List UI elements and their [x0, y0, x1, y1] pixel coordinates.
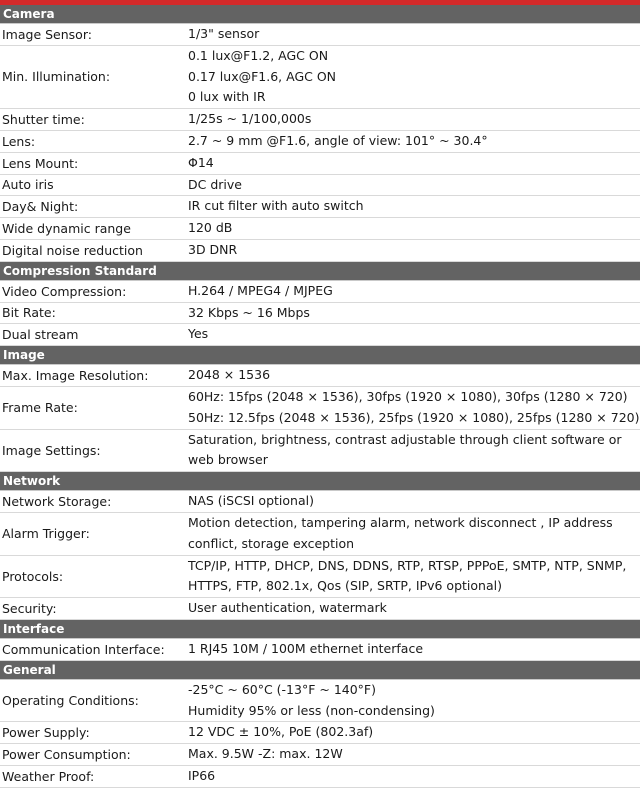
- spec-row: [0, 513, 640, 556]
- spec-value-line: 1/3" sensor: [188, 26, 260, 41]
- spec-value: [188, 240, 640, 261]
- spec-label: Wide dynamic range: [2, 221, 131, 237]
- spec-row: [0, 196, 640, 218]
- spec-value: [188, 365, 640, 386]
- spec-value: [188, 556, 640, 598]
- spec-value: [188, 744, 640, 765]
- spec-label: Frame Rate:: [2, 400, 78, 416]
- spec-value: [188, 218, 640, 239]
- spec-label: Power Consumption:: [2, 747, 131, 762]
- spec-value: [188, 131, 640, 152]
- spec-row: [0, 324, 640, 346]
- spec-value: [188, 153, 640, 174]
- spec-row: [0, 218, 640, 240]
- spec-row: [0, 680, 640, 723]
- spec-value: [188, 639, 640, 660]
- spec-value: [188, 491, 640, 512]
- spec-label: Operating Conditions:: [2, 693, 139, 709]
- section-header: Camera: [0, 5, 640, 24]
- spec-label: Alarm Trigger:: [2, 526, 90, 542]
- spec-row: [0, 24, 640, 46]
- spec-row: [0, 639, 640, 661]
- spec-row: [0, 365, 640, 387]
- spec-value: [188, 196, 640, 217]
- spec-value-line: 32 Kbps ~ 16 Mbps: [188, 304, 310, 320]
- spec-label: Network Storage:: [2, 494, 112, 510]
- spec-label: Weather Proof:: [2, 768, 95, 784]
- spec-value-line: Saturation, brightness, contrast adjustable through client software or: [188, 431, 622, 447]
- spec-label: Image Settings:: [2, 442, 101, 458]
- spec-value-line: Yes: [188, 326, 209, 342]
- spec-label: Day& Night:: [2, 199, 79, 215]
- spec-label: Power Supply:: [2, 725, 90, 741]
- section-header: Compression Standard: [0, 262, 640, 281]
- spec-value-line: NAS (iSCSI optional): [188, 493, 314, 509]
- spec-row: [0, 303, 640, 325]
- spec-value-line: web browser: [188, 452, 268, 468]
- spec-row: [0, 556, 640, 599]
- spec-value: [188, 766, 640, 787]
- spec-value-line: User authentication, watermark: [188, 600, 387, 616]
- spec-value-line: 1/25s ~ 1/100,000s: [188, 111, 312, 127]
- spec-value-line: 0.17 lux@F1.6, AGC ON: [188, 68, 337, 84]
- spec-value: [188, 680, 640, 722]
- spec-row: [0, 491, 640, 513]
- spec-label: Lens:: [2, 133, 36, 149]
- spec-value-line: IP66: [188, 767, 216, 783]
- spec-value: [188, 722, 640, 743]
- spec-row: [0, 240, 640, 262]
- spec-row: [0, 175, 640, 197]
- spec-value: [188, 324, 640, 345]
- spec-row: [0, 744, 640, 766]
- spec-row: [0, 387, 640, 430]
- section-header: Image: [0, 346, 640, 365]
- spec-row: [0, 430, 640, 473]
- spec-label: Protocols:: [2, 568, 64, 584]
- spec-value: [188, 303, 640, 324]
- spec-value: [188, 175, 640, 196]
- spec-row: [0, 281, 640, 303]
- spec-value-line: Φ14: [188, 154, 214, 170]
- spec-value-line: conflict, storage exception: [188, 535, 355, 551]
- spec-label: Lens Mount:: [2, 155, 79, 171]
- spec-row: [0, 109, 640, 131]
- spec-row: [0, 766, 640, 788]
- spec-value-line: H.264 / MPEG4 / MJPEG: [188, 282, 333, 298]
- spec-value-line: 2048 × 1536: [188, 367, 271, 383]
- spec-label: Shutter time:: [2, 112, 85, 128]
- spec-value-line: 1 RJ45 10M / 100M ethernet interface: [188, 640, 424, 656]
- spec-row: [0, 153, 640, 175]
- spec-value-line: Motion detection, tampering alarm, network disconnect , IP address: [188, 514, 613, 530]
- spec-value-line: Max. 9.5W -Z: max. 12W: [188, 746, 343, 762]
- spec-value-line: 60Hz: 15fps (2048 × 1536), 30fps (1920 × 1080), 30fps (1280 × 720): [188, 388, 628, 404]
- spec-value-line: 3D DNR: [188, 241, 238, 257]
- spec-value-line: HTTPS, FTP, 802.1x, Qos (SIP, SRTP, IPv6 optional): [188, 578, 502, 594]
- spec-row: [0, 722, 640, 744]
- spec-row: [0, 598, 640, 620]
- section-header: Interface: [0, 620, 640, 639]
- section-header: General: [0, 661, 640, 680]
- section-header: Network: [0, 472, 640, 491]
- spec-value-line: TCP/IP, HTTP, DHCP, DNS, DDNS, RTP, RTSP, PPPoE, SMTP, NTP, SNMP,: [188, 557, 627, 573]
- spec-label: Communication Interface:: [2, 641, 165, 657]
- spec-value: [188, 513, 640, 555]
- spec-value-line: DC drive: [188, 176, 242, 192]
- spec-value-line: IR cut filter with auto switch: [188, 198, 364, 214]
- spec-label: Digital noise reduction: [2, 242, 143, 258]
- spec-value-line: 0 lux with IR: [188, 89, 266, 105]
- spec-row: [0, 131, 640, 153]
- spec-label: Video Compression:: [2, 283, 127, 299]
- spec-label: Dual stream: [2, 327, 79, 343]
- spec-row: [0, 46, 640, 109]
- spec-label: Bit Rate:: [2, 305, 56, 321]
- spec-value: [188, 430, 640, 472]
- spec-value: [188, 598, 640, 619]
- spec-label: Max. Image Resolution:: [2, 368, 149, 384]
- spec-value-line: 50Hz: 12.5fps (2048 × 1536), 25fps (1920 × 1080), 25fps (1280 × 720): [188, 409, 640, 425]
- spec-value: [188, 387, 640, 429]
- spec-value-line: Humidity 95% or less (non-condensing): [188, 702, 435, 718]
- spec-value: [188, 46, 640, 108]
- spec-value: [188, 109, 640, 130]
- spec-value-line: -25°C ~ 60°C (-13°F ~ 140°F): [188, 681, 377, 697]
- spec-value-line: 2.7 ~ 9 mm @F1.6, angle of view: 101° ~ 30.4°: [188, 132, 488, 148]
- spec-value: [188, 24, 640, 45]
- spec-value-line: 0.1 lux@F1.2, AGC ON: [188, 47, 329, 63]
- spec-label: Image Sensor:: [2, 26, 92, 42]
- spec-table: [0, 5, 640, 788]
- spec-label: Min. Illumination:: [2, 69, 111, 85]
- spec-value-line: 12 VDC ± 10%, PoE (802.3af): [188, 724, 374, 740]
- spec-label: Auto iris: [2, 177, 54, 193]
- spec-value: [188, 281, 640, 302]
- spec-label: Security:: [2, 601, 57, 617]
- spec-value-line: 120 dB: [188, 220, 233, 236]
